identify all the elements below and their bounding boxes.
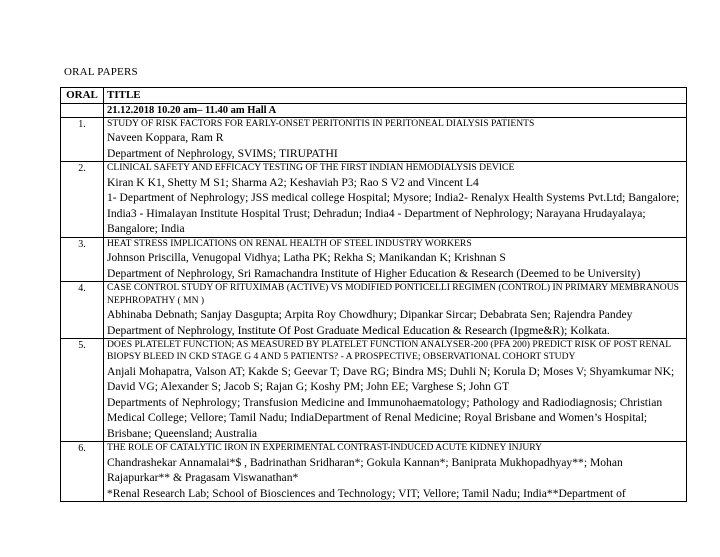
paper-details — [104, 339, 687, 442]
table-row — [61, 339, 687, 442]
table-row — [61, 162, 687, 237]
table-row — [61, 282, 687, 339]
paper-affiliation: *Renal Research Lab; School of Biosciences and Technology; VIT; Vellore; Tamil Nadu; India**Department of — [107, 486, 626, 500]
session-number-cell — [61, 104, 104, 118]
table-row — [61, 118, 687, 162]
paper-authors: Abhinaba Debnath; Sanjay Dasgupta; Arpita Roy Chowdhury; Dipankar Sircar; Debabrata Sen; Rajendra Pandey — [107, 308, 633, 322]
paper-number: 6. — [61, 442, 104, 502]
paper-details — [104, 237, 687, 281]
paper-authors: Chandrashekar Annamalai*$ , Badrinathan Sridharan*; Gokula Kannan*; Baniprata Mukhopadhyay**; Mohan Rajapurkar** & Pragasam Viswanathan* — [107, 455, 623, 485]
paper-number: 1. — [61, 118, 104, 162]
paper-affiliation: Department of Nephrology, Institute Of Post Graduate Medical Education & Research (Ipgme&R); Kolkata. — [107, 323, 610, 337]
paper-title: THE ROLE OF CATALYTIC IRON IN EXPERIMENTAL CONTRAST-INDUCED ACUTE KIDNEY INJURY — [107, 442, 543, 454]
paper-affiliation: 1- Department of Nephrology; JSS medical college Hospital; Mysore; India2- Renalyx Health Systems Pvt.Ltd; Bangalore; India3 - Himalayan Institute Hospital Trust; Dehradun; India4 - Department of Nephrology; Narayana Hrudayalaya; Bangalore; India — [107, 191, 680, 236]
paper-authors: Kiran K K1, Shetty M S1; Sharma A2; Keshaviah P3; Rao S V2 and Vincent L4 — [107, 175, 479, 189]
paper-title: DOES PLATELET FUNCTION; AS MEASURED BY PLATELET FUNCTION ANALYSER-200 (PFA 200) PREDICT RISK OF POST RENAL BIOPSY BLEED IN CKD STAGE G 4 AND 5 PATIENTS? - A PROSPECTIVE; OBSERVATIONAL COHORT STUDY — [107, 339, 671, 363]
paper-details — [104, 442, 687, 502]
paper-number: 5. — [61, 339, 104, 442]
paper-title: HEAT STRESS IMPLICATIONS ON RENAL HEALTH OF STEEL INDUSTRY WORKERS — [107, 237, 472, 249]
page-heading: ORAL PAPERS — [64, 66, 138, 78]
session-info: 21.12.2018 10.20 am– 11.40 am Hall A — [104, 104, 687, 118]
table-row — [61, 237, 687, 281]
paper-title: CASE CONTROL STUDY OF RITUXIMAB (ACTIVE) VS MODIFIED PONTICELLI REGIMEN (CONTROL) IN PRIMARY MEMBRANOUS NEPHROPATHY ( MN ) — [107, 282, 679, 306]
paper-number: 4. — [61, 282, 104, 339]
paper-details — [104, 282, 687, 339]
paper-authors: Johnson Priscilla, Venugopal Vidhya; Latha PK; Rekha S; Manikandan K; Krishnan S — [107, 251, 506, 265]
table-header-row — [61, 88, 687, 104]
paper-number: 2. — [61, 162, 104, 237]
paper-affiliation: Department of Nephrology, SVIMS; TIRUPATHI — [107, 146, 338, 160]
table-row — [61, 442, 687, 502]
column-header-title: TITLE — [104, 88, 687, 104]
paper-details — [104, 118, 687, 162]
paper-number: 3. — [61, 237, 104, 281]
column-header-oral: ORAL — [61, 88, 104, 104]
session-row — [61, 104, 687, 118]
paper-details — [104, 162, 687, 237]
paper-title: CLINICAL SAFETY AND EFFICACY TESTING OF THE FIRST INDIAN HEMODIALYSIS DEVICE — [107, 162, 515, 174]
oral-papers-table — [60, 87, 687, 502]
paper-authors: Anjali Mohapatra, Valson AT; Kakde S; Geevar T; Dave RG; Bindra MS; Duhli N; Korula D; Moses V; Shyamkumar NK; David VG; Alexander S; Jacob S; Rajan G; Koshy PM; John EE; Varghese S; John GT — [107, 364, 675, 394]
paper-title: STUDY OF RISK FACTORS FOR EARLY-ONSET PERITONITIS IN PERITONEAL DIALYSIS PATIENTS — [107, 118, 535, 129]
paper-authors: Naveen Koppara, Ram R — [107, 131, 224, 145]
paper-affiliation: Departments of Nephrology; Transfusion Medicine and Immunohaematology; Pathology and Radiodiagnosis; Christian Medical College; Vellore; Tamil Nadu; IndiaDepartment of Renal Medicine; Royal Brisbane and Women’s Hospital; Brisbane; Queensland; Australia — [107, 395, 663, 440]
paper-affiliation: Department of Nephrology, Sri Ramachandra Institute of Higher Education & Research (Deemed to be University) — [107, 266, 641, 280]
